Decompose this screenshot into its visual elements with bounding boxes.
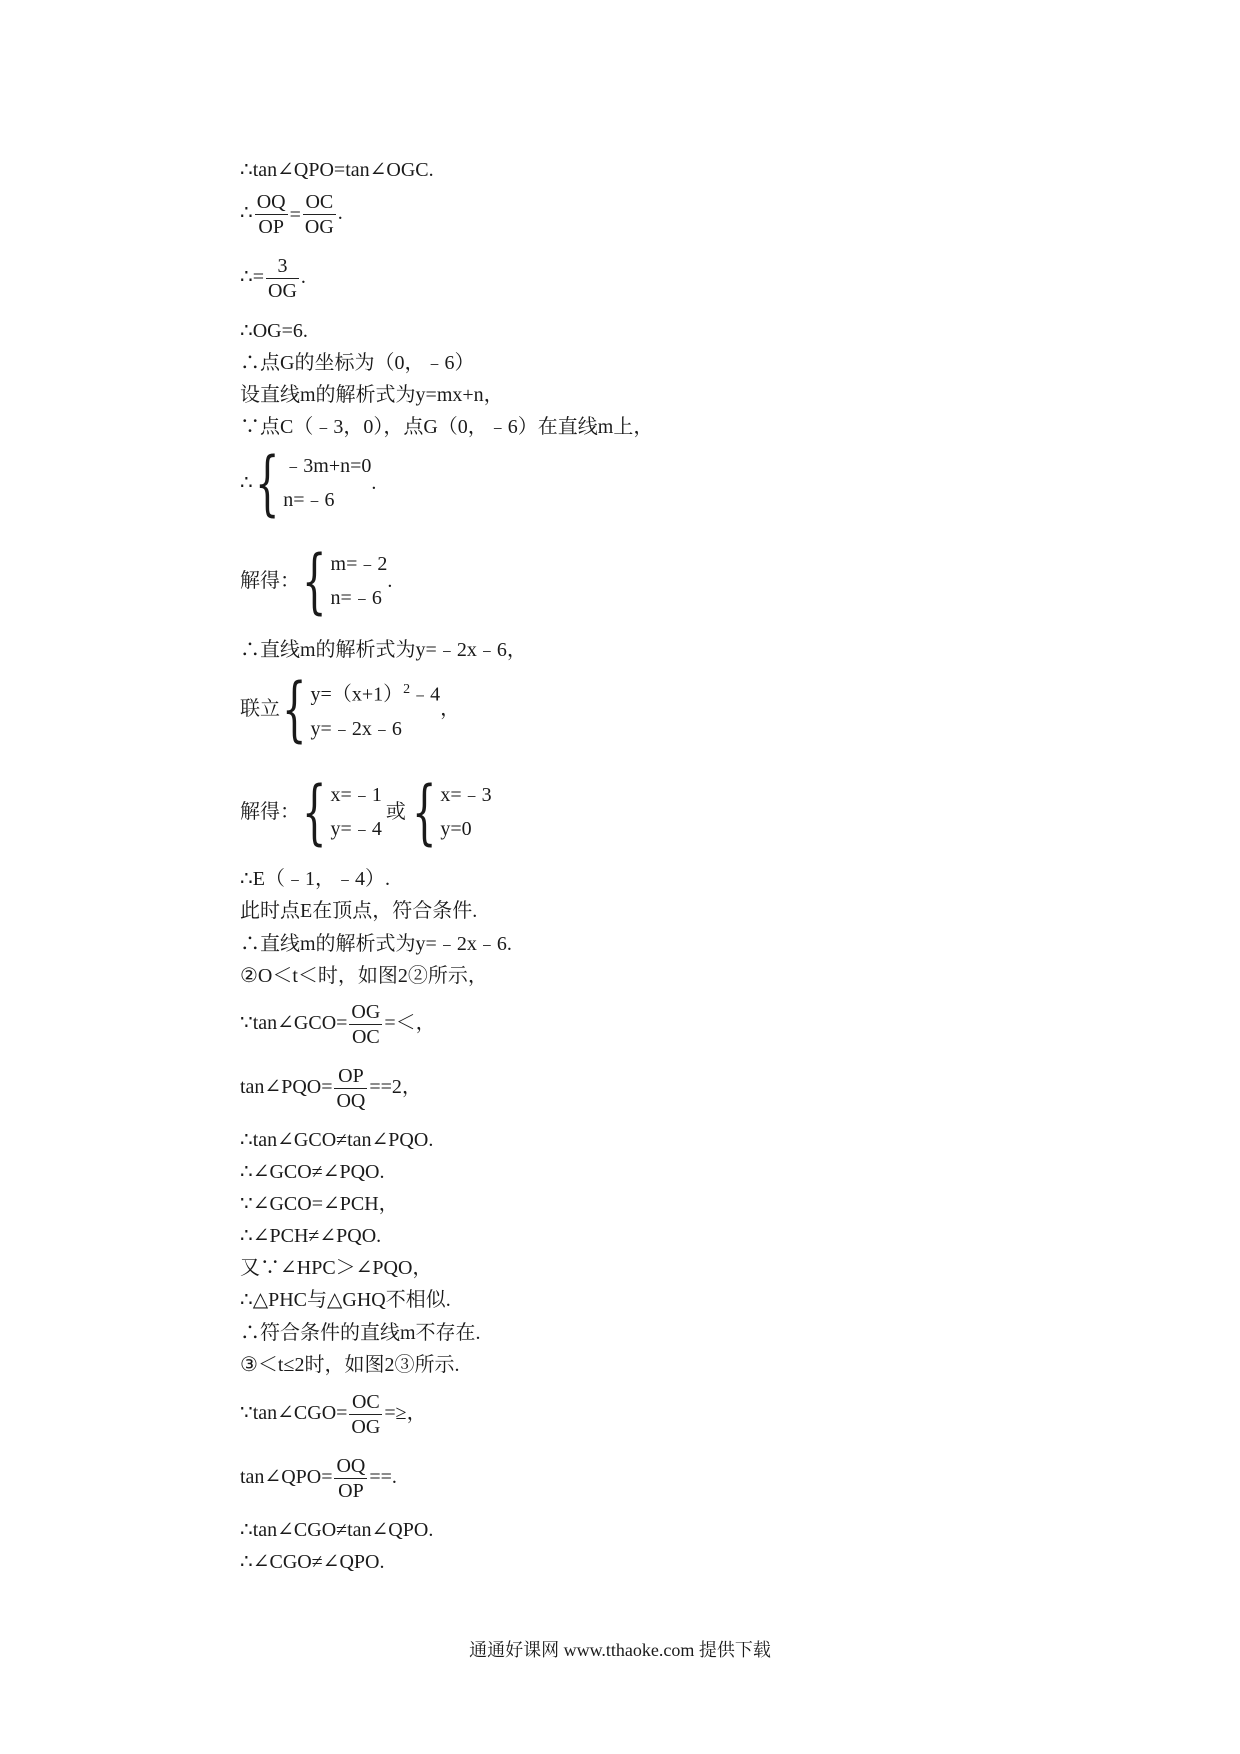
line-not-similar: ∴△PHC与△GHQ不相似. [240, 1289, 451, 1311]
line-hpc-gt: 又∵∠HPC＞∠PQO， [240, 1257, 433, 1279]
line-set-line-m: 设直线m的解析式为y=mx+n， [240, 384, 504, 406]
fraction-3-og: $\frac{3}{OG}$ [268, 255, 297, 302]
fraction-oq-op-2: $\frac{OQ}{OP}$ [336, 1455, 366, 1502]
fraction-oc-og: $\frac{OC}{OG}$ [304, 191, 334, 238]
line-points-on-m: ∵点C（﹣3，0），点G（0，﹣6）在直线m上， [240, 416, 654, 438]
line-e-vertex: 此时点E在顶点，符合条件. [240, 900, 478, 922]
equation-tan-gco: ∵tan∠GCO= $\frac{OG}{OC}$ =＜， [240, 1001, 436, 1048]
line-angle-neq: ∴∠GCO≠∠PQO. [240, 1161, 385, 1183]
equation-tan-cgo: ∵tan∠CGO= $\frac{OC}{OG}$ =≥， [240, 1391, 427, 1438]
line-case-3: ③＜t≤2时，如图2③所示. [240, 1354, 460, 1376]
page-footer: 通通好课网 www.tthaoke.com 提供下载 [469, 1640, 771, 1660]
line-angle-eq: ∵∠GCO=∠PCH， [240, 1193, 399, 1215]
fraction-og-oc: $\frac{OG}{OC}$ [351, 1001, 381, 1048]
line-case-2: ②O＜t＜时，如图2②所示， [240, 965, 488, 987]
brace-icon: { [254, 442, 280, 524]
line-pch-neq: ∴∠PCH≠∠PQO. [240, 1225, 382, 1247]
line-point-e: ∴E（﹣1，﹣4）. [240, 868, 390, 890]
line-og-6: ∴OG=6. [240, 320, 308, 342]
equation-ratio: ∴ $\frac{OQ}{OP}$ = $\frac{OC}{OG}$ . [240, 191, 343, 238]
equation-tan-qpo: tan∠QPO= $\frac{OQ}{OP}$ ==. [240, 1455, 397, 1502]
line-line-m-expression: ∴直线m的解析式为y=﹣2x﹣6， [240, 639, 527, 661]
brace-icon: { [282, 668, 307, 751]
brace-icon: { [302, 540, 327, 622]
brace-icon: { [302, 771, 327, 853]
brace-icon: { [411, 771, 437, 853]
fraction-oq-op: $\frac{OQ}{OP}$ [256, 191, 286, 238]
system-4-solution: 解得： { x=﹣1 y=﹣4 或 { x=﹣3 y=0 [240, 771, 492, 853]
fraction-oc-og-2: $\frac{OC}{OG}$ [351, 1391, 381, 1438]
line-tan-neq: ∴tan∠GCO≠tan∠PQO. [240, 1129, 434, 1151]
eq-prefix: ∴ [240, 202, 253, 225]
equation-3-og: ∴= $\frac{3}{OG}$ . [240, 255, 306, 302]
system-3-combine: 联立 { $y=(x+1)^2﹣4$ y=﹣2x﹣6 ， [240, 668, 461, 751]
line-not-exist: ∴符合条件的直线m不存在. [240, 1322, 481, 1344]
line-tan-qpo-eq: ∴tan∠QPO=tan∠OGC. [240, 159, 434, 181]
line-tan-cgo-neq: ∴tan∠CGO≠tan∠QPO. [240, 1519, 434, 1541]
system-1: ∴ { ﹣3m+n=0 n=﹣6 . [240, 442, 377, 524]
system-2-solution: 解得： { m=﹣2 n=﹣6 . [240, 540, 393, 622]
line-point-g: ∴点G的坐标为（0，﹣6） [240, 352, 475, 374]
fraction-op-oq: $\frac{OP}{OQ}$ [336, 1065, 366, 1112]
line-line-m-final: ∴直线m的解析式为y=﹣2x﹣6. [240, 933, 512, 955]
line-cgo-neq: ∴∠CGO≠∠QPO. [240, 1551, 385, 1573]
equation-tan-pqo: tan∠PQO= $\frac{OP}{OQ}$ ==2， [240, 1065, 422, 1112]
